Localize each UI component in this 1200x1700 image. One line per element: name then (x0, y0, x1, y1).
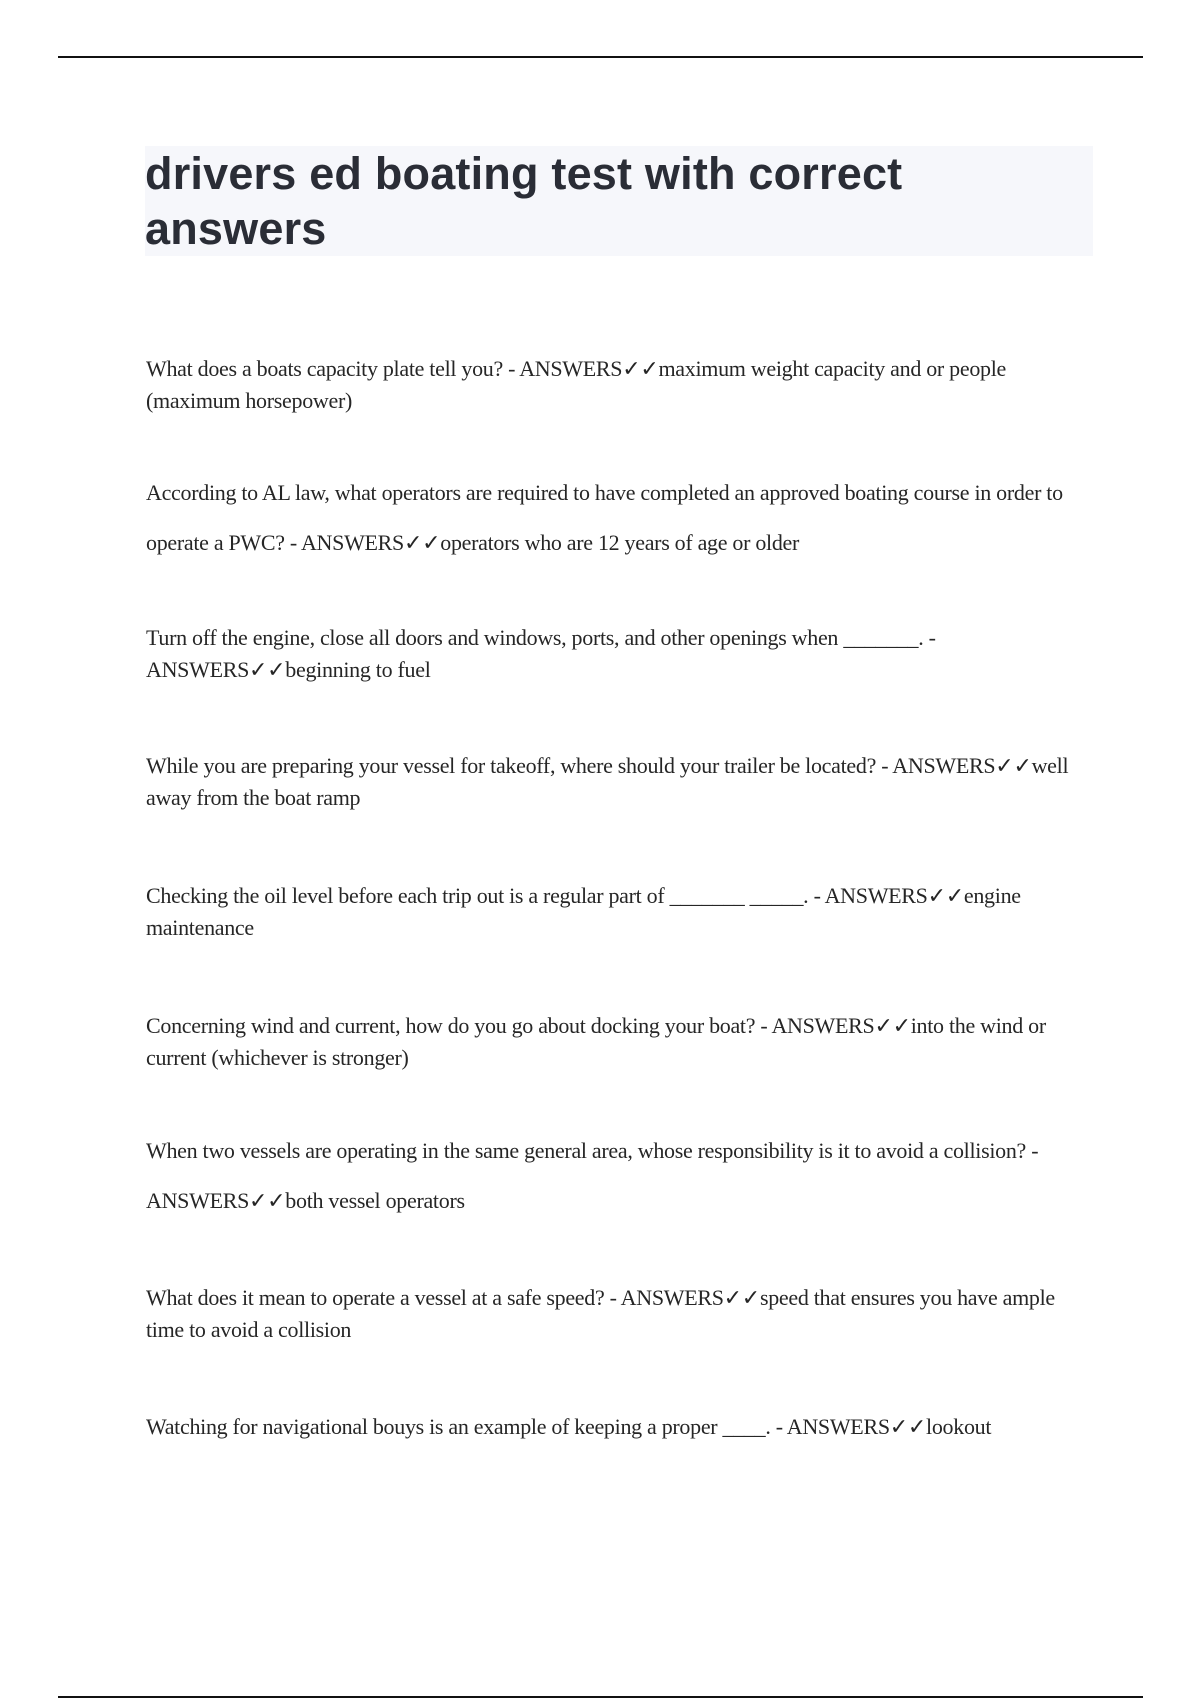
qa-item-9 (146, 1411, 1096, 1443)
answer-text: maximum weight capacity and or people (maximum horsepower) (146, 356, 1006, 413)
answer-text: into the wind or current (whichever is stronger) (146, 1013, 1046, 1070)
question-text: When two vessels are operating in the same general area, whose responsibility is it to avoid a collision? - (146, 1138, 1039, 1163)
answer-text: operators who are 12 years of age or older (440, 530, 800, 555)
question-text: What does a boats capacity plate tell you? - (146, 356, 520, 381)
qa-item-5 (146, 880, 1096, 944)
answer-marker: ANSWERS✓✓ (300, 530, 441, 555)
answer-marker: ANSWERS✓✓ (892, 753, 1032, 778)
question-text: Turn off the engine, close all doors and windows, ports, and other openings when _______. - (146, 625, 936, 650)
bottom-rule (58, 1696, 1143, 1698)
answer-text: beginning to fuel (285, 657, 431, 682)
answer-marker: ANSWERS✓✓ (824, 883, 964, 908)
qa-item-6 (146, 1010, 1096, 1074)
question-text: What does it mean to operate a vessel at a safe speed? - (146, 1285, 621, 1310)
answer-text: engine maintenance (146, 883, 1021, 940)
qa-item-3 (146, 622, 1096, 686)
page-title: drivers ed boating test with correct answers (145, 148, 903, 254)
answer-marker: ANSWERS✓✓ (146, 1188, 286, 1213)
answer-text: speed that ensures you have ample time to avoid a collision (146, 1285, 1055, 1342)
answer-marker: ANSWERS✓✓ (519, 356, 659, 381)
answer-marker: ANSWERS✓✓ (786, 1414, 927, 1439)
question-text: According to AL law, what operators are required to have completed an approved boating course in order to operate a PWC? - (146, 480, 1063, 555)
question-text: While you are preparing your vessel for takeoff, where should your trailer be located? - (146, 753, 893, 778)
top-rule (58, 56, 1143, 58)
answer-text: both vessel operators (285, 1188, 465, 1213)
qa-item-2 (146, 468, 1096, 568)
qa-item-7 (146, 1126, 1096, 1226)
qa-item-4 (146, 750, 1096, 814)
question-text: Checking the oil level before each trip out is a regular part of _______ _____. - (146, 883, 825, 908)
answer-marker: ANSWERS✓✓ (771, 1013, 911, 1038)
answer-marker: ANSWERS✓✓ (620, 1285, 760, 1310)
answer-marker: ANSWERS✓✓ (146, 657, 286, 682)
question-text: Watching for navigational bouys is an example of keeping a proper ____. - (146, 1414, 787, 1439)
question-text: Concerning wind and current, how do you go about docking your boat? - (146, 1013, 772, 1038)
answer-text: well away from the boat ramp (146, 753, 1069, 810)
answer-text: lookout (926, 1414, 992, 1439)
qa-item-8 (146, 1282, 1096, 1346)
title-banner (145, 146, 1093, 256)
qa-item-1 (146, 353, 1096, 417)
